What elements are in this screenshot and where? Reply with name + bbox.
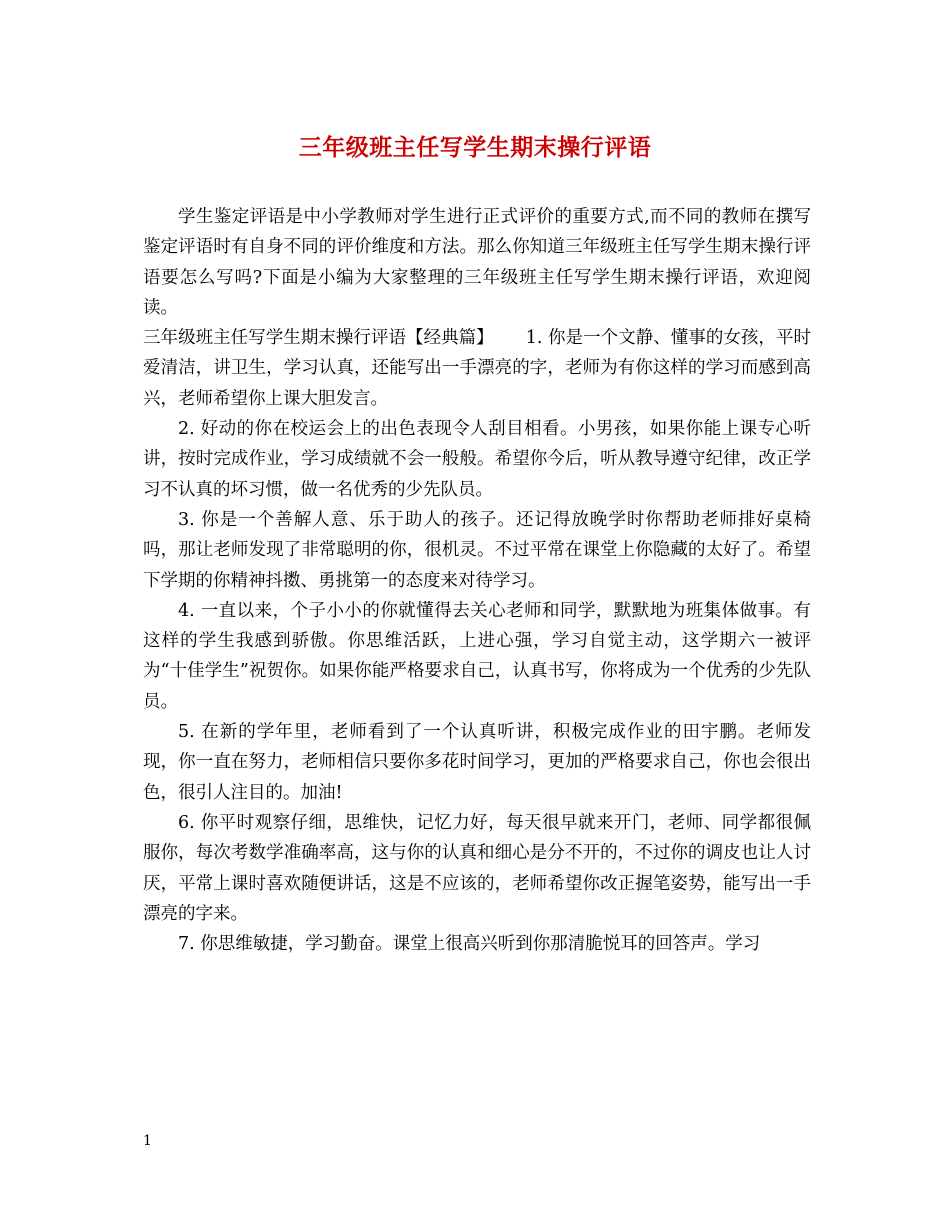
section-heading-line: [143, 323, 811, 414]
page-number: 1: [143, 1133, 152, 1149]
document-body: [143, 202, 811, 959]
list-item: 7. 你思维敏捷，学习勤奋。课堂上很高兴听到你那清脆悦耳的回答声。学习: [178, 934, 761, 955]
list-item: 6. 你平时观察仔细，思维快，记忆力好，每天很早就来开门，老师、同学都很佩服你，每次考数学准确率高，这与你的认真和细心是分不开的，不过你的调皮也让人讨厌，平常上课时喜欢随便讲话，这是不应该的，老师希望你改正握笔姿势，能写出一手漂亮的字来。: [143, 812, 811, 924]
list-item: 2. 好动的你在校运会上的出色表现令人刮目相看。小男孩，如果你能上课专心听讲，按时完成作业，学习成绩就不会一般般。希望你今后，听从教导遵守纪律，改正学习不认真的坏习惯，做一名优秀的少先队员。: [143, 419, 811, 500]
document-title: 三年级班主任写学生期末操行评语: [298, 134, 652, 161]
list-item: 4. 一直以来，个子小小的你就懂得去关心老师和同学，默默地为班集体做事。有这样的学生我感到骄傲。你思维活跃，上进心强，学习自觉主动，这学期六一被评为“十佳学生”祝贺你。如果你能严格要求自己，认真书写，你将成为一个优秀的少先队员。: [143, 600, 811, 712]
list-item: 3. 你是一个善解人意、乐于助人的孩子。还记得放晚学时你帮助老师排好桌椅吗，那让老师发现了非常聪明的你，很机灵。不过平常在课堂上你隐藏的太好了。希望下学期的你精神抖擞、勇挑第一的态度来对待学习。: [143, 509, 811, 591]
list-item: 5. 在新的学年里，老师看到了一个认真听讲，积极完成作业的田宇鹏。老师发现，你一直在努力，老师相信只要你多花时间学习，更加的严格要求自己，你也会很出色，很引人注目的。加油!: [143, 722, 811, 803]
list-item: 1. 你是一个文静、懂事的女孩，平时爱清洁，讲卫生，学习认真，还能写出一手漂亮的字，老师为有你这样的学习而感到高兴，老师希望你上课大胆发言。: [143, 328, 812, 409]
section-heading: 三年级班主任写学生期末操行评语【经典篇】: [143, 328, 494, 349]
intro-paragraph: 学生鉴定评语是中小学教师对学生进行正式评价的重要方式,而不同的教师在撰写鉴定评语时有自身不同的评价维度和方法。那么你知道三年级班主任写学生期末操行评语要怎么写吗?下面是小编为大家整理的三年级班主任写学生期末操行评语，欢迎阅读。: [143, 207, 811, 318]
